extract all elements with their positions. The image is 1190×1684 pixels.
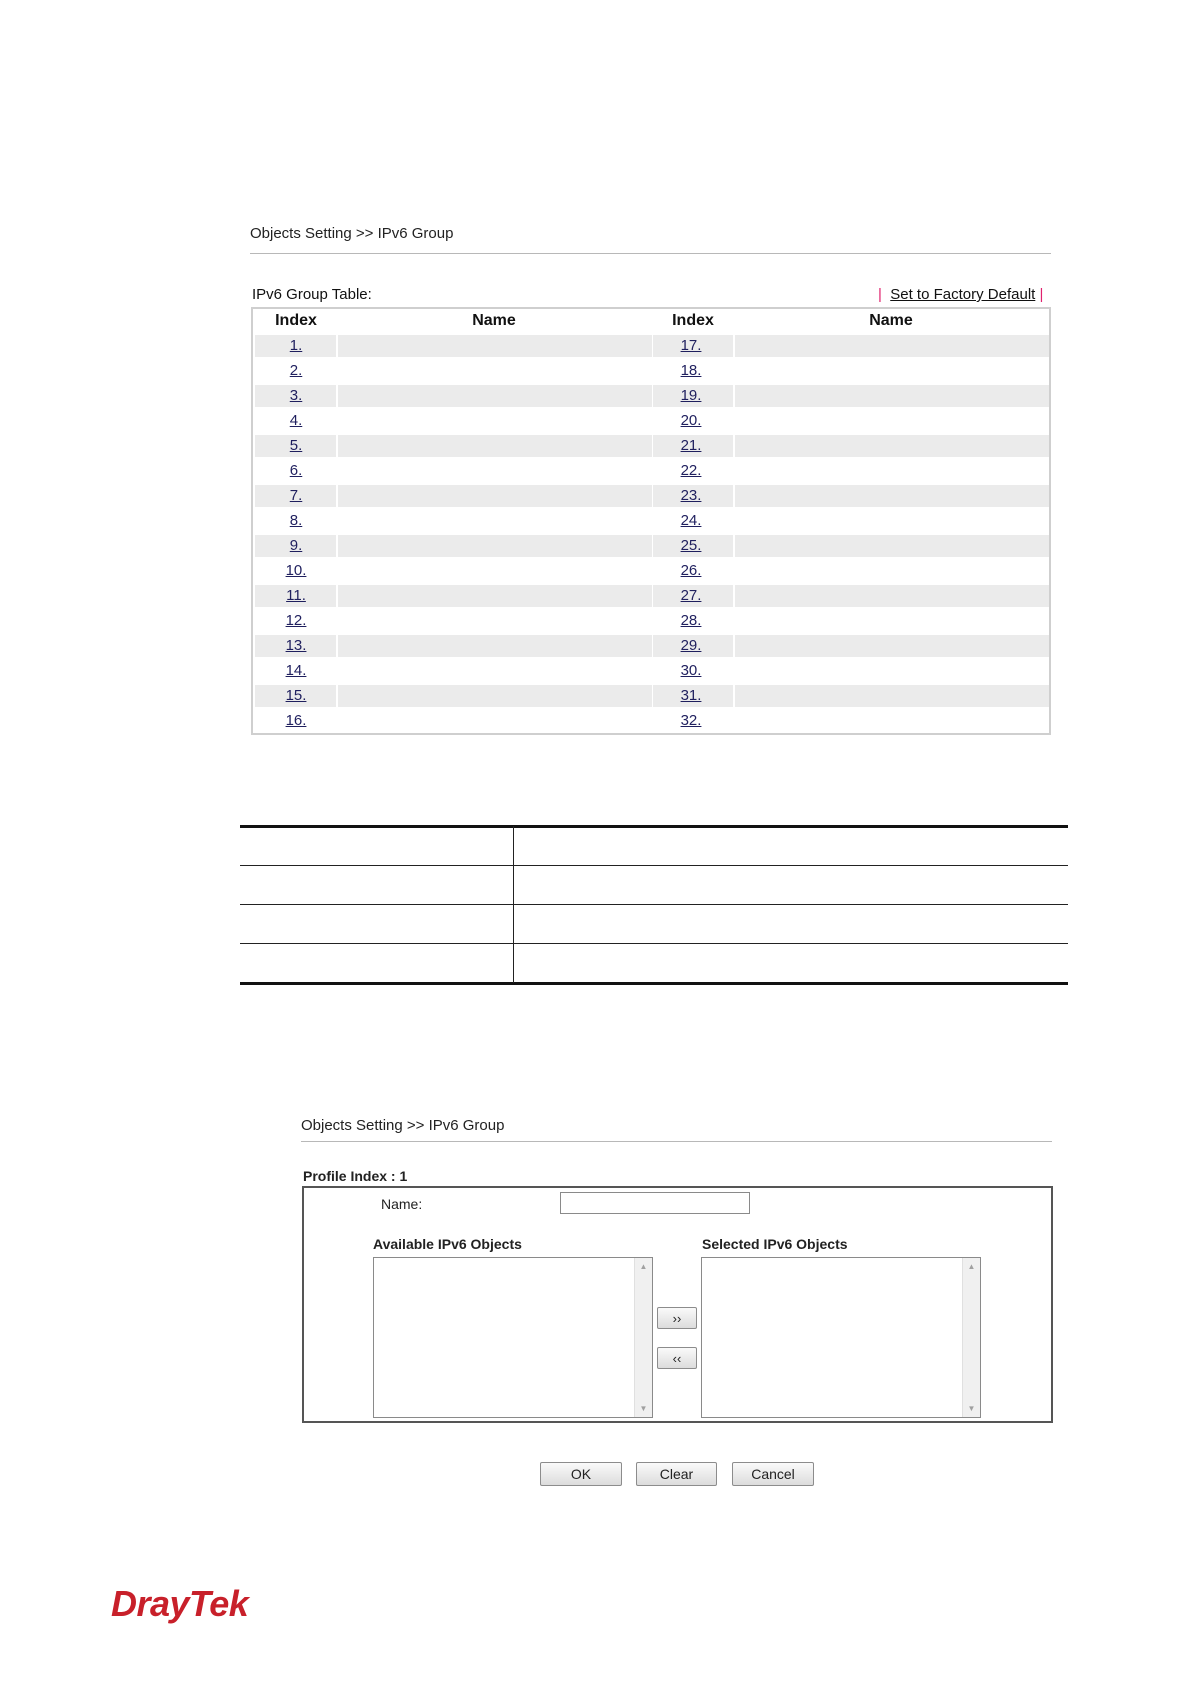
name-cell xyxy=(338,535,652,557)
name-cell xyxy=(735,560,1049,582)
available-objects-list[interactable] xyxy=(373,1257,653,1418)
group-index-link[interactable]: 3. xyxy=(289,387,303,404)
scrollbar[interactable] xyxy=(634,1258,652,1417)
breadcrumb-divider xyxy=(301,1141,1052,1142)
table-column-divider xyxy=(513,826,514,983)
name-cell xyxy=(735,585,1049,607)
name-cell xyxy=(735,460,1049,482)
table-row xyxy=(255,460,1047,482)
index-header: Index xyxy=(275,312,317,329)
name-cell xyxy=(735,510,1049,532)
scroll-up-arrow-icon[interactable]: ▲ xyxy=(967,1262,976,1271)
group-index-link[interactable]: 23. xyxy=(680,487,702,504)
name-cell xyxy=(338,435,652,457)
group-index-link[interactable]: 8. xyxy=(289,512,303,529)
name-cell xyxy=(338,560,652,582)
name-cell xyxy=(735,535,1049,557)
table-row-line xyxy=(240,943,1068,944)
table-row xyxy=(255,510,1047,532)
group-index-link[interactable]: 25. xyxy=(680,537,702,554)
table-row xyxy=(255,535,1047,557)
name-cell xyxy=(338,585,652,607)
group-table-title: IPv6 Group Table: xyxy=(252,286,372,303)
name-cell xyxy=(338,635,652,657)
table-row xyxy=(255,660,1047,682)
group-index-link[interactable]: 6. xyxy=(289,462,303,479)
table-row xyxy=(255,685,1047,707)
name-cell xyxy=(338,385,652,407)
name-cell xyxy=(338,610,652,632)
name-cell xyxy=(735,610,1049,632)
cancel-button[interactable]: Cancel xyxy=(732,1462,814,1486)
name-cell xyxy=(735,335,1049,357)
table-row xyxy=(255,560,1047,582)
breadcrumb: Objects Setting >> IPv6 Group xyxy=(301,1117,505,1134)
group-index-link[interactable]: 5. xyxy=(289,437,303,454)
name-cell xyxy=(735,485,1049,507)
scrollbar[interactable] xyxy=(962,1258,980,1417)
table-row xyxy=(255,585,1047,607)
name-cell xyxy=(735,660,1049,682)
group-index-link[interactable]: 13. xyxy=(285,637,307,654)
group-index-link[interactable]: 16. xyxy=(285,712,307,729)
name-cell xyxy=(338,360,652,382)
name-cell xyxy=(735,360,1049,382)
group-index-link[interactable]: 1. xyxy=(289,337,303,354)
name-label: Name: xyxy=(381,1196,423,1212)
selected-objects-label: Selected IPv6 Objects xyxy=(702,1236,848,1252)
factory-default-area xyxy=(878,286,1043,303)
name-cell xyxy=(338,510,652,532)
table-row xyxy=(255,710,1047,732)
ok-button[interactable]: OK xyxy=(540,1462,622,1486)
group-index-link[interactable]: 15. xyxy=(285,687,307,704)
remove-object-button[interactable]: ‹‹ xyxy=(657,1347,697,1369)
name-cell xyxy=(338,685,652,707)
group-index-link[interactable]: 4. xyxy=(289,412,303,429)
separator: | xyxy=(878,286,882,303)
name-cell xyxy=(338,485,652,507)
name-cell xyxy=(735,435,1049,457)
table-row xyxy=(255,360,1047,382)
table-row-line xyxy=(240,865,1068,866)
scroll-up-arrow-icon[interactable]: ▲ xyxy=(639,1262,648,1271)
name-header: Name xyxy=(869,312,913,329)
scroll-down-arrow-icon[interactable]: ▼ xyxy=(639,1404,648,1413)
group-index-link[interactable]: 10. xyxy=(285,562,307,579)
group-index-link[interactable]: 18. xyxy=(680,362,702,379)
group-index-link[interactable]: 14. xyxy=(285,662,307,679)
name-cell xyxy=(735,635,1049,657)
group-index-link[interactable]: 29. xyxy=(680,637,702,654)
name-input[interactable] xyxy=(560,1192,750,1214)
group-index-link[interactable]: 7. xyxy=(289,487,303,504)
breadcrumb-divider xyxy=(250,253,1051,254)
scroll-down-arrow-icon[interactable]: ▼ xyxy=(967,1404,976,1413)
group-index-link[interactable]: 24. xyxy=(680,512,702,529)
ipv6-group-table xyxy=(251,307,1051,735)
index-header: Index xyxy=(672,312,714,329)
name-cell xyxy=(735,385,1049,407)
group-index-link[interactable]: 12. xyxy=(285,612,307,629)
group-index-link[interactable]: 31. xyxy=(680,687,702,704)
table-header xyxy=(253,309,1049,333)
name-cell xyxy=(735,410,1049,432)
name-header: Name xyxy=(472,312,516,329)
group-index-link[interactable]: 32. xyxy=(680,712,702,729)
table-row xyxy=(255,410,1047,432)
name-cell xyxy=(338,660,652,682)
group-index-link[interactable]: 9. xyxy=(289,537,303,554)
name-cell xyxy=(338,460,652,482)
table-row xyxy=(255,485,1047,507)
add-object-button[interactable]: ›› xyxy=(657,1307,697,1329)
group-index-link[interactable]: 2. xyxy=(289,362,303,379)
group-index-link[interactable]: 21. xyxy=(680,437,702,454)
name-cell xyxy=(338,710,652,732)
selected-objects-list[interactable] xyxy=(701,1257,981,1418)
name-cell xyxy=(735,710,1049,732)
table-row xyxy=(255,435,1047,457)
table-row xyxy=(255,335,1047,357)
table-row xyxy=(255,610,1047,632)
table-top-border xyxy=(240,825,1068,828)
group-index-link[interactable]: 26. xyxy=(680,562,702,579)
name-cell xyxy=(338,335,652,357)
draytek-logo: DrayTek xyxy=(111,1583,249,1624)
group-index-link[interactable]: 11. xyxy=(286,587,306,604)
separator: | xyxy=(1039,286,1044,303)
name-cell xyxy=(735,685,1049,707)
group-index-link[interactable]: 28. xyxy=(680,612,702,629)
table-row-line xyxy=(240,904,1068,905)
available-objects-label: Available IPv6 Objects xyxy=(373,1236,522,1252)
table-bottom-border xyxy=(240,982,1068,985)
table-row xyxy=(255,385,1047,407)
set-to-factory-default-link[interactable]: Set to Factory Default xyxy=(890,286,1036,303)
group-index-link[interactable]: 27. xyxy=(680,587,702,604)
group-index-link[interactable]: 19. xyxy=(680,387,702,404)
group-index-link[interactable]: 20. xyxy=(680,412,702,429)
breadcrumb: Objects Setting >> IPv6 Group xyxy=(250,225,454,242)
group-index-link[interactable]: 30. xyxy=(680,662,702,679)
profile-index-label: Profile Index : 1 xyxy=(303,1168,408,1184)
name-cell xyxy=(338,410,652,432)
clear-button[interactable]: Clear xyxy=(636,1462,717,1486)
table-row xyxy=(255,635,1047,657)
group-index-link[interactable]: 17. xyxy=(680,337,702,354)
group-index-link[interactable]: 22. xyxy=(680,462,702,479)
